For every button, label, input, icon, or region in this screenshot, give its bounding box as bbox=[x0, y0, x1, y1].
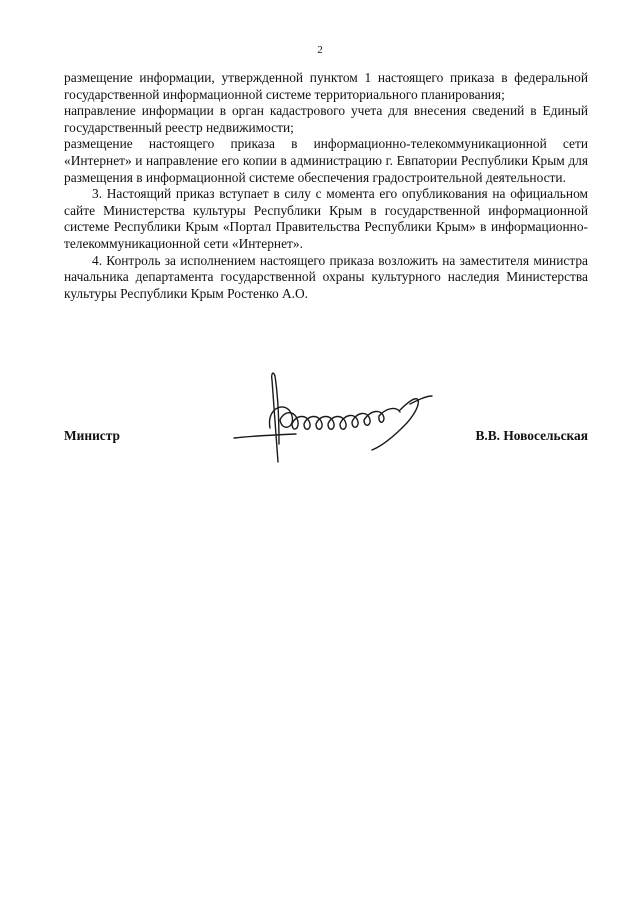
paragraph-1: размещение информации, утвержденной пунктом 1 настоящего приказа в федеральной государственной информационной системе территориального планирования; bbox=[64, 70, 588, 102]
paragraph-3: размещение настоящего приказа в информационно-телекоммуникационной сети «Интернет» и направление его копии в администрацию г. Евпатории Республики Крым для размещения в информационной системе обеспечения градостроительной деятельности. bbox=[64, 136, 588, 185]
signature-block bbox=[64, 360, 588, 480]
signatory-name: В.В. Новосельская bbox=[475, 428, 588, 443]
paragraph-5: 4. Контроль за исполнением настоящего приказа возложить на заместителя министра начальника департамента государственной охраны культурного наследия Министерства культуры Республики Крым Ростенко А.О. bbox=[64, 252, 588, 301]
handwritten-signature-icon bbox=[232, 366, 442, 471]
page-number: 2 bbox=[317, 44, 323, 56]
signatory-title: Министр bbox=[64, 428, 120, 443]
paragraph-4: 3. Настоящий приказ вступает в силу с момента его опубликования на официальном сайте Министерства культуры Республики Крым в государственной информационной системе Республики Крым «Портал Правительства Республики Крым» в информационно-телекоммуникационной сети «Интернет». bbox=[64, 186, 588, 251]
document-body bbox=[64, 70, 588, 302]
paragraph-2: направление информации в орган кадастрового учета для внесения сведений в Единый государственный реестр недвижимости; bbox=[64, 103, 588, 135]
